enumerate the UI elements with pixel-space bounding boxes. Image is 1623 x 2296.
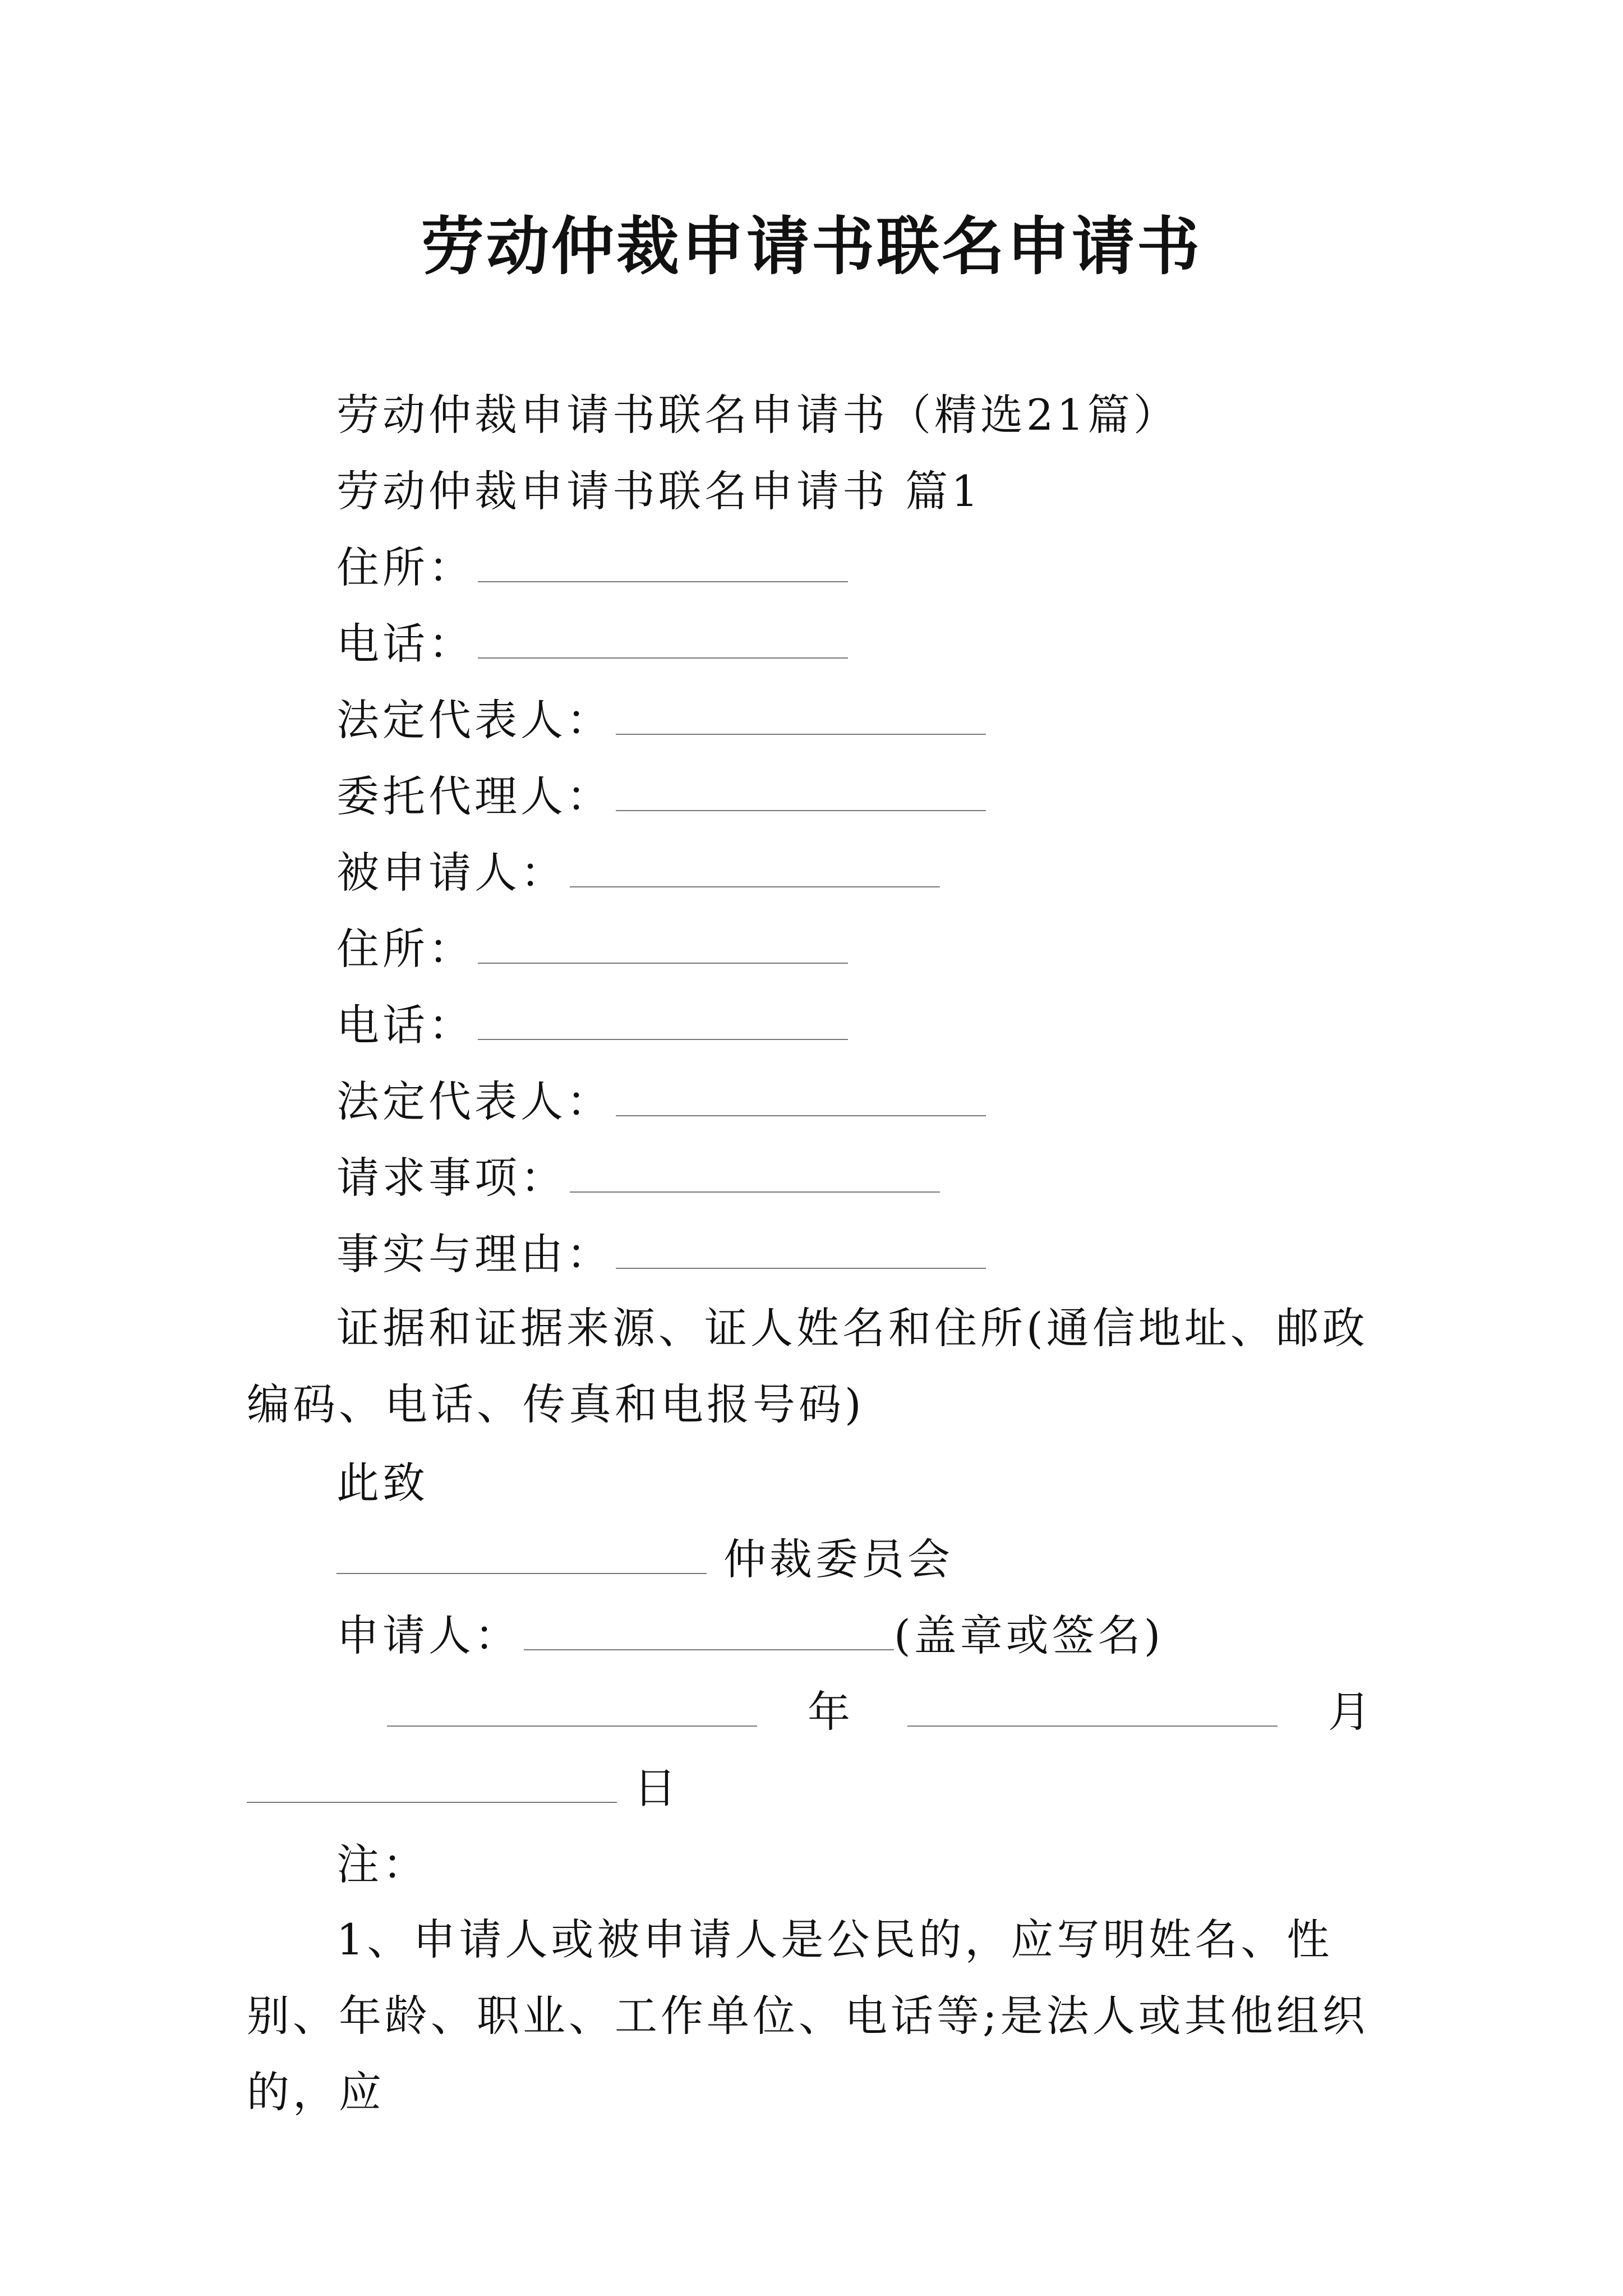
day-label: 日 xyxy=(634,1763,680,1813)
applicant-suffix: (盖章或签名) xyxy=(894,1611,1164,1660)
field-label: 电话： xyxy=(336,619,474,669)
blank-line xyxy=(570,1158,940,1193)
field-label: 请求事项： xyxy=(336,1153,566,1203)
field-label: 住所： xyxy=(336,924,474,974)
field-respondent xyxy=(336,845,940,901)
blank-line xyxy=(478,547,848,582)
note-label: 注： xyxy=(336,1839,428,1889)
blank-line xyxy=(907,1692,1278,1727)
document-title: 劳动仲裁申请书联名申请书 xyxy=(421,210,1202,283)
day-line xyxy=(247,1760,680,1816)
blank-line xyxy=(616,776,986,811)
salutation: 此致 xyxy=(336,1458,428,1508)
field-label: 事实与理由： xyxy=(336,1229,612,1279)
blank-line xyxy=(616,1082,986,1116)
field-facts xyxy=(336,1226,986,1282)
field-legal-rep-2 xyxy=(336,1074,986,1130)
blank-line xyxy=(478,624,848,659)
blank-line xyxy=(478,929,848,964)
blank-line xyxy=(336,1539,707,1574)
field-phone-2 xyxy=(336,997,848,1053)
evidence-paragraph: 证据和证据来源、证人姓名和住所(通信地址、邮政编码、电话、传真和电报号码) xyxy=(247,1303,1368,1429)
field-label: 法定代表人： xyxy=(336,1076,612,1126)
blank-line xyxy=(570,853,940,887)
year-label: 年 xyxy=(808,1687,854,1737)
field-address-2 xyxy=(336,921,848,977)
blank-line xyxy=(247,1768,617,1803)
blank-line xyxy=(387,1692,757,1727)
field-label: 法定代表人： xyxy=(336,695,612,745)
field-label: 电话： xyxy=(336,1000,474,1050)
blank-line xyxy=(616,1234,986,1269)
date-line xyxy=(387,1684,1374,1740)
month-label: 月 xyxy=(1328,1687,1374,1737)
committee-line xyxy=(336,1531,953,1588)
blank-line xyxy=(524,1616,894,1650)
section-heading: 劳动仲裁申请书联名申请书 篇1 xyxy=(336,466,982,516)
field-agent xyxy=(336,769,986,825)
field-label: 住所： xyxy=(336,542,474,592)
applicant-line xyxy=(336,1608,1164,1664)
subtitle: 劳动仲裁申请书联名申请书（精选21篇） xyxy=(336,390,1179,440)
blank-line xyxy=(478,1005,848,1040)
field-legal-rep-1 xyxy=(336,692,986,748)
field-claims xyxy=(336,1150,940,1206)
field-label: 被申请人： xyxy=(336,848,566,898)
blank-line xyxy=(616,700,986,735)
field-address-1 xyxy=(336,540,848,596)
field-label: 委托代理人： xyxy=(336,771,612,821)
field-phone-1 xyxy=(336,616,848,672)
note-1-paragraph: 1、申请人或被申请人是公民的，应写明姓名、性别、年龄、职业、工作单位、电话等;是法人或其他组织的，应 xyxy=(247,1915,1368,2117)
committee-label: 仲裁委员会 xyxy=(723,1534,953,1584)
applicant-label: 申请人： xyxy=(336,1611,520,1660)
